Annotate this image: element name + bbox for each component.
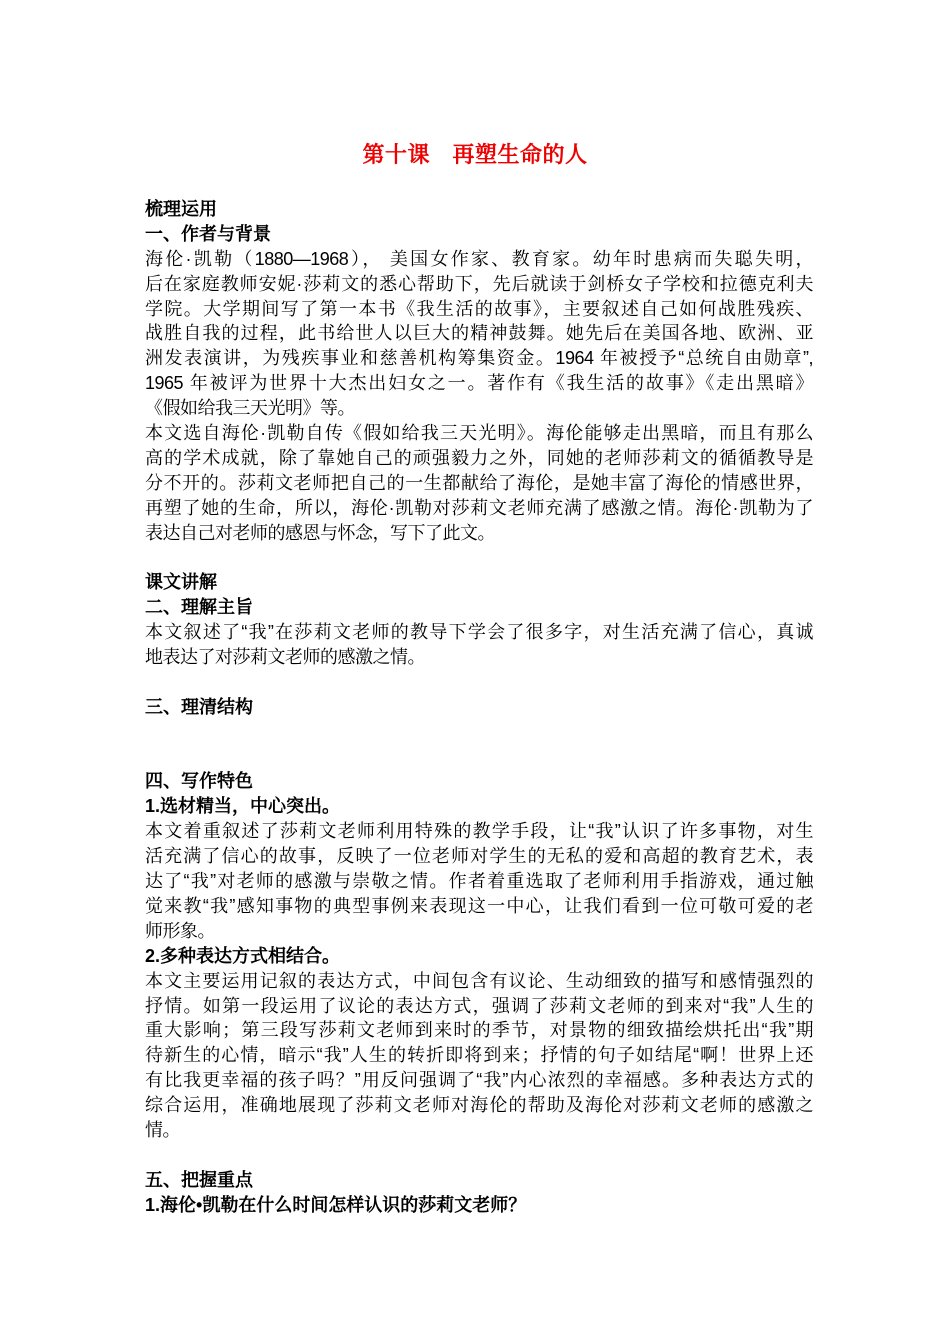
paragraph-line: 达了“我”对老师的感激与崇敬之情。作者着重选取了老师利用手指游戏，通过触 — [145, 871, 813, 892]
section-heading: 1.海伦•凯勒在什么时间怎样认识的莎莉文老师？ — [145, 1194, 527, 1215]
paragraph-line: 觉来教“我”感知事物的典型事例来表现这一中心，让我们看到一位可敬可爱的老 — [145, 895, 813, 916]
section-heading: 五、把握重点 — [145, 1169, 253, 1190]
section-heading: 二、理解主旨 — [145, 597, 253, 618]
paragraph-line: 表达自己对老师的感恩与怀念，写下了此文。 — [145, 522, 495, 543]
paragraph-line: 海伦·凯勒（1880—1968）， 美国女作家、教育家。幼年时患病而失聪失明， — [145, 248, 813, 269]
paragraph-line: 师形象。 — [145, 920, 215, 941]
paragraph-line: 有比我更幸福的孩子吗？”用反问强调了“我”内心浓烈的幸福感。多种表达方式的 — [145, 1070, 813, 1091]
section-heading: 三、理清结构 — [145, 696, 253, 717]
section-heading: 1.选材精当，中心突出。 — [145, 796, 341, 817]
page-title: 第十课 再塑生命的人 — [362, 142, 588, 167]
section-heading: 四、写作特色 — [145, 771, 253, 792]
paragraph-line: 重大影响；第三段写莎莉文老师到来时的季节，对景物的细致描绘烘托出“我”期 — [145, 1020, 813, 1041]
paragraph-line: 待新生的心情，暗示“我”人生的转折即将到来；抒情的句子如结尾“啊！世界上还 — [145, 1045, 813, 1066]
paragraph-line: 本文主要运用记叙的表达方式，中间包含有议论、生动细致的描写和感情强烈的 — [145, 970, 813, 991]
paragraph-line: 1965 年被评为世界十大杰出妇女之一。著作有《我生活的故事》《走出黑暗》 — [145, 373, 813, 394]
paragraph-line: 再塑了她的生命，所以，海伦·凯勒对莎莉文老师充满了感激之情。海伦·凯勒为了 — [145, 497, 813, 518]
paragraph-line: 地表达了对莎莉文老师的感激之情。 — [145, 647, 425, 668]
blank-line — [145, 745, 813, 770]
blank-line — [145, 720, 813, 745]
blank-line — [145, 545, 813, 570]
paragraph-line: 情。 — [145, 1119, 180, 1140]
blank-line — [145, 670, 813, 695]
section-heading: 梳理运用 — [145, 199, 217, 219]
paragraph-line: 本文选自海伦·凯勒自传《假如给我三天光明》。海伦能够走出黑暗，而且有那么 — [145, 423, 813, 444]
section-heading: 一、作者与背景 — [145, 223, 271, 244]
paragraph-line: 学院。大学期间写了第一本书《我生活的故事》，主要叙述自己如何战胜残疾、 — [145, 298, 813, 319]
section-heading: 2.多种表达方式相结合。 — [145, 945, 341, 966]
paragraph-line: 本文着重叙述了莎莉文老师利用特殊的教学手段，让“我”认识了许多事物，对生 — [145, 821, 813, 842]
section-heading: 课文讲解 — [145, 572, 217, 593]
document-content — [145, 197, 813, 1218]
paragraph-line: 抒情。如第一段运用了议论的表达方式，强调了莎莉文老师的到来对“我”人生的 — [145, 995, 813, 1016]
paragraph-line: 综合运用，准确地展现了莎莉文老师对海伦的帮助及海伦对莎莉文老师的感激之 — [145, 1095, 813, 1116]
paragraph-line: 本文叙述了“我”在莎莉文老师的教导下学会了很多字，对生活充满了信心，真诚 — [145, 622, 813, 643]
paragraph-line: 分不开的。莎莉文老师把自己的一生都献给了海伦，是她丰富了海伦的情感世界， — [145, 472, 813, 493]
paragraph-line: 高的学术成就，除了靠她自己的顽强毅力之外，同她的老师莎莉文的循循教导是 — [145, 447, 813, 468]
paragraph-line: 《假如给我三天光明》等。 — [145, 398, 355, 419]
paragraph-line: 活充满了信心的故事，反映了一位老师对学生的无私的爱和高超的教育艺术，表 — [145, 846, 813, 867]
paragraph-line: 战胜自我的过程，此书给世人以巨大的精神鼓舞。她先后在美国各地、欧洲、亚 — [145, 323, 813, 344]
blank-line — [145, 1143, 813, 1168]
paragraph-line: 洲发表演讲，为残疾事业和慈善机构筹集资金。1964 年被授予“总统自由勋章”, — [145, 348, 813, 369]
paragraph-line: 后在家庭教师安妮·莎莉文的悉心帮助下，先后就读于剑桥女子学校和拉德克利夫 — [145, 273, 813, 294]
